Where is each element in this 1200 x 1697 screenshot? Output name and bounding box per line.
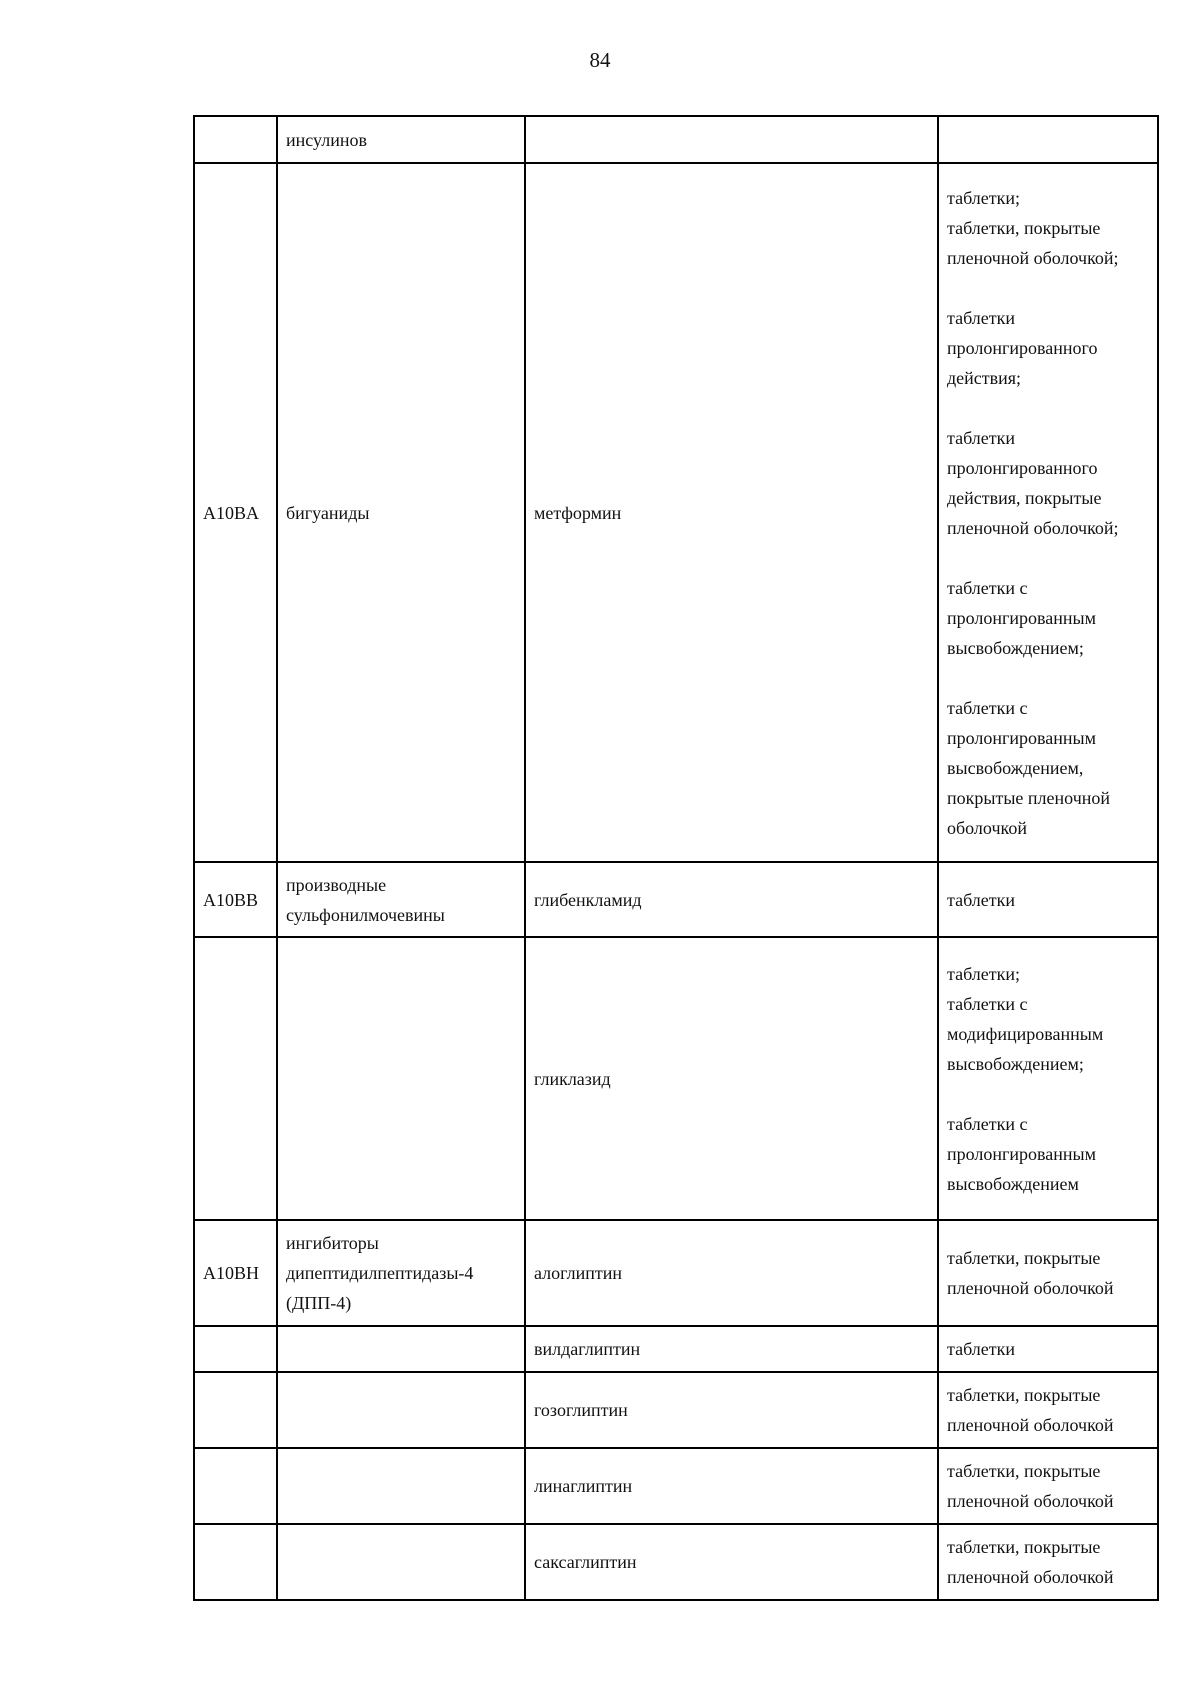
drug-name-cell <box>525 116 938 163</box>
dosage-form-cell: таблетки, покрытые пленочной оболочкой <box>938 1220 1158 1326</box>
group-cell: производные сульфонилмочевины <box>277 862 525 937</box>
table-row <box>194 1326 1158 1372</box>
dosage-form: таблетки пролонгированного действия, покрытые пленочной оболочкой; <box>947 427 1119 538</box>
group-cell <box>277 1448 525 1524</box>
dosage-form: таблетки с пролонгированным высвобождением; <box>947 577 1097 658</box>
dosage-form-cell: таблетки <box>938 862 1158 937</box>
drug-name-cell: метформин <box>525 163 938 862</box>
table-row <box>194 1372 1158 1448</box>
table-row <box>194 1524 1158 1600</box>
table-row <box>194 1448 1158 1524</box>
dosage-form: таблетки с пролонгированным высвобождением <box>947 1113 1097 1194</box>
table-row <box>194 116 1158 163</box>
group-cell <box>277 1372 525 1448</box>
group-cell: инсулинов <box>277 116 525 163</box>
dosage-form: таблетки; таблетки, покрытые пленочной оболочкой; <box>947 187 1119 268</box>
dosage-form: таблетки пролонгированного действия; <box>947 307 1098 388</box>
drug-name-cell: гозоглиптин <box>525 1372 938 1448</box>
atc-code-cell <box>194 116 277 163</box>
atc-code-cell <box>194 1372 277 1448</box>
dosage-form-cell <box>938 116 1158 163</box>
atc-code-cell: A10BH <box>194 1220 277 1326</box>
atc-code-cell <box>194 937 277 1220</box>
page-number: 84 <box>589 48 611 72</box>
group-cell <box>277 1326 525 1372</box>
group-cell <box>277 937 525 1220</box>
table-row <box>194 163 1158 862</box>
drug-name-cell: саксаглиптин <box>525 1524 938 1600</box>
group-cell: бигуаниды <box>277 163 525 862</box>
table-row <box>194 862 1158 937</box>
group-cell <box>277 1524 525 1600</box>
atc-code-cell <box>194 1524 277 1600</box>
drug-name-cell: линаглиптин <box>525 1448 938 1524</box>
dosage-form-cell: таблетки, покрытые пленочной оболочкой <box>938 1524 1158 1600</box>
drug-name-cell: алоглиптин <box>525 1220 938 1326</box>
atc-code-cell: A10BB <box>194 862 277 937</box>
drug-name-cell: гликлазид <box>525 937 938 1220</box>
dosage-form-cell: таблетки, покрытые пленочной оболочкой <box>938 1448 1158 1524</box>
dosage-form-cell: таблетки <box>938 1326 1158 1372</box>
dosage-form-cell <box>938 163 1158 862</box>
dosage-form: таблетки с пролонгированным высвобождением, покрытые пленочной оболочкой <box>947 697 1111 838</box>
dosage-form: таблетки; таблетки с модифицированным высвобождением; <box>947 963 1104 1074</box>
drug-name-cell: глибенкламид <box>525 862 938 937</box>
drug-name-cell: вилдаглиптин <box>525 1326 938 1372</box>
drug-table <box>193 115 1159 1601</box>
table-row <box>194 937 1158 1220</box>
atc-code-cell <box>194 1326 277 1372</box>
atc-code-cell: A10BA <box>194 163 277 862</box>
table-row <box>194 1220 1158 1326</box>
group-cell: ингибиторы дипептидилпептидазы-4 (ДПП-4) <box>277 1220 525 1326</box>
dosage-form-cell: таблетки, покрытые пленочной оболочкой <box>938 1372 1158 1448</box>
dosage-form-cell <box>938 937 1158 1220</box>
atc-code-cell <box>194 1448 277 1524</box>
